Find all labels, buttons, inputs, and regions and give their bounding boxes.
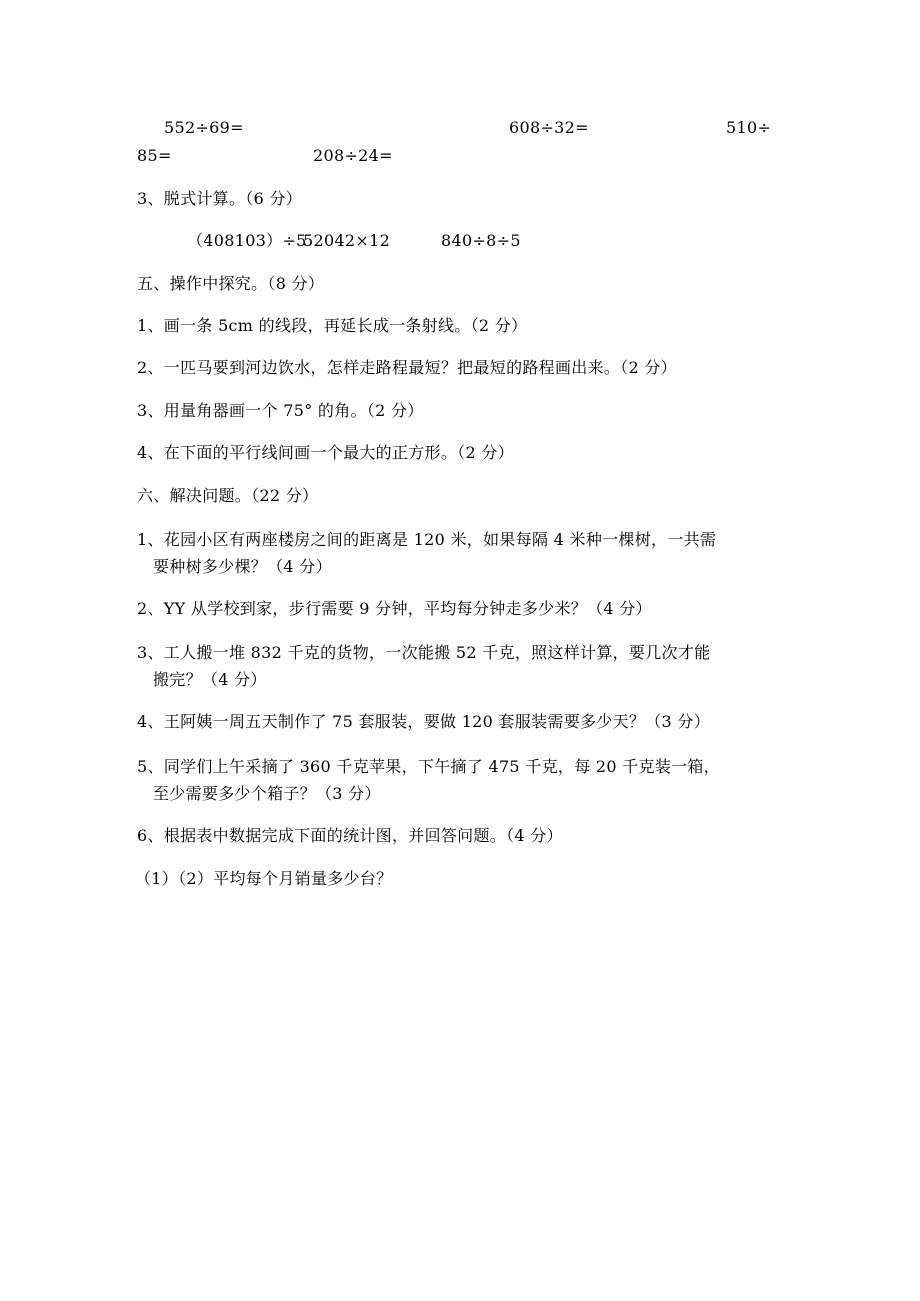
problem-2: 2、YY 从学校到家，步行需要 9 分钟，平均每分钟走多少米？（4 分） [137,599,652,618]
section-5-item-2: 2、一匹马要到河边饮水，怎样走路程最短？把最短的路程画出来。（2 分） [137,358,677,377]
expr-2: 52042×12 [303,231,391,250]
section-5-item-1: 1、画一条 5cm 的线段，再延长成一条射线。（2 分） [137,316,528,335]
calc-608-32: 608÷32= [509,118,589,137]
problem-5-line-1: 5、同学们上午采摘了 360 千克苹果，下午摘了 475 千克，每 20 千克装一箱， [137,757,721,776]
problem-1-line-1: 1、花园小区有两座楼房之间的距离是 120 米，如果每隔 4 米种一棵树，一共需 [137,530,717,549]
calc-552-69: 552÷69= [164,118,244,137]
problem-3-line-1: 3、工人搬一堆 832 千克的货物，一次能搬 52 千克，照这样计算，要几次才能 [137,643,711,662]
problem-1-line-2: 要种树多少棵？（4 分） [153,557,332,576]
expr-1: （408103）÷5 [187,231,307,250]
problem-3-line-2: 搬完？（4 分） [153,670,267,689]
section-5-item-3: 3、用量角器画一个 75° 的角。（2 分） [137,401,424,420]
problem-5-line-2: 至少需要多少个箱子？（3 分） [153,784,381,803]
question-3-heading: 3、脱式计算。（6 分） [137,189,303,208]
problem-6: 6、根据表中数据完成下面的统计图，并回答问题。（4 分） [137,826,563,845]
expr-3: 840÷8÷5 [441,231,521,250]
calc-208-24: 208÷24= [313,146,393,165]
section-5-item-4: 4、在下面的平行线间画一个最大的正方形。（2 分） [137,443,514,462]
calc-510-start: 510÷ [726,118,772,137]
problem-4: 4、王阿姨一周五天制作了 75 套服装，要做 120 套服装需要多少天？（3 分） [137,712,710,731]
problem-6-subquestion: （1）（2）平均每个月销量多少台？ [135,869,393,888]
section-5-heading: 五、操作中探究。（8 分） [137,274,325,293]
calc-510-end: 85= [137,146,172,165]
section-6-heading: 六、解决问题。（22 分） [137,486,319,505]
